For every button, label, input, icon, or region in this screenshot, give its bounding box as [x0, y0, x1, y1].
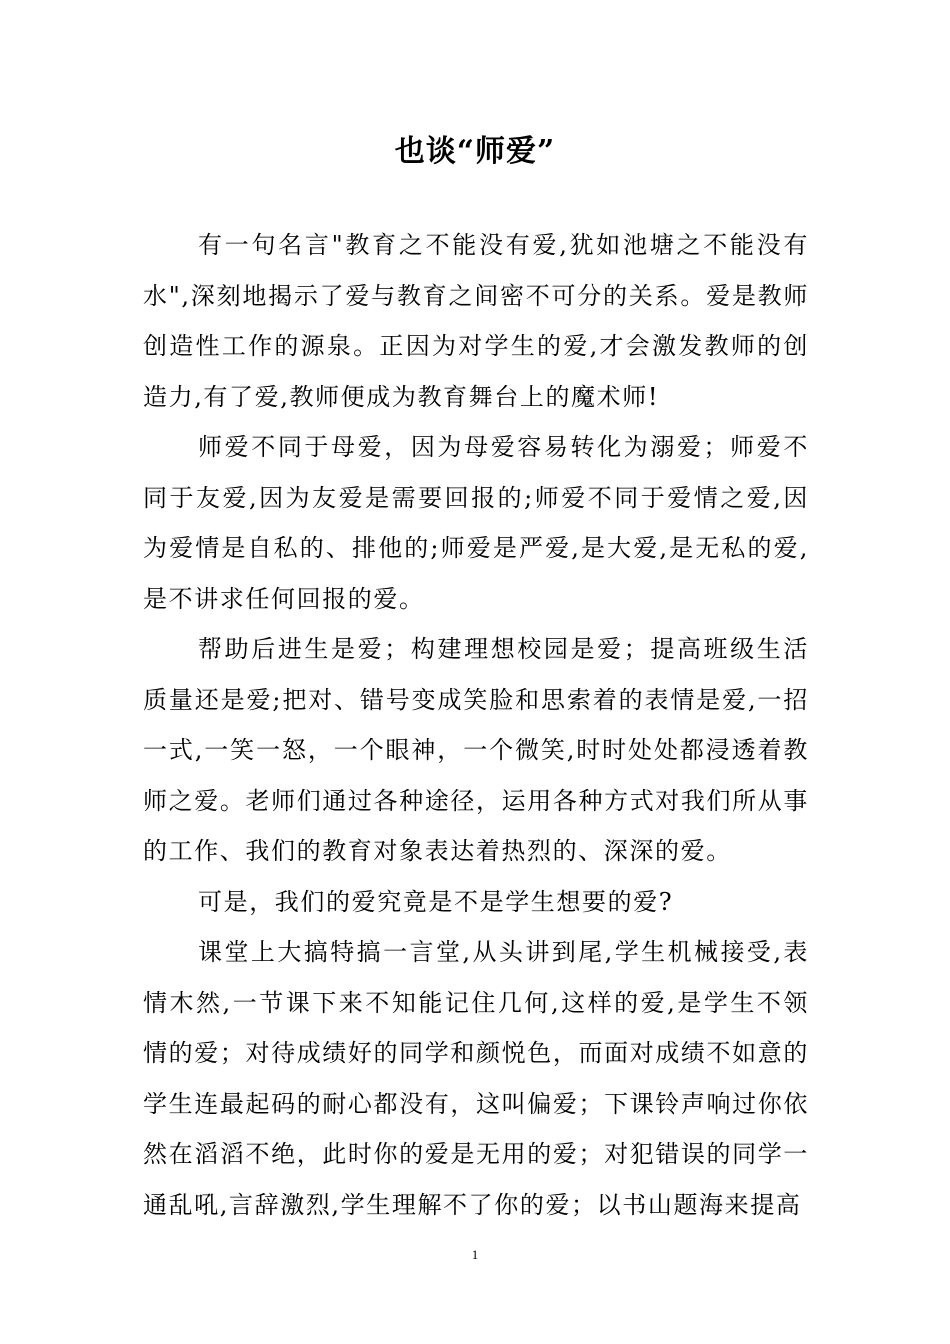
paragraph-1: 有一句名言"教育之不能没有爱,犹如池塘之不能没有水",深刻地揭示了爱与教育之间密不可分的关系。爱是教师创造性工作的源泉。正因为对学生的爱,才会激发教师的创造力,有了爱,教师便成为教育舞台上的魔术师! [143, 231, 809, 411]
paragraph-3: 帮助后进生是爱；构建理想校园是爱；提高班级生活质量还是爱;把对、错号变成笑脸和思索着的表情是爱,一招一式,一笑一怒，一个眼神，一个微笑,时时处处都浸透着教师之爱。老师们通过各种途径，运用各种方式对我们所从事的工作、我们的教育对象表达着热烈的、深深的爱。 [143, 635, 809, 865]
paragraph-2: 师爱不同于母爱，因为母爱容易转化为溺爱；师爱不同于友爱,因为友爱是需要回报的;师爱不同于爱情之爱,因为爱情是自私的、排他的;师爱是严爱,是大爱,是无私的爱,是不讲求任何回报的爱。 [143, 433, 809, 613]
paragraph-5: 课堂上大搞特搞一言堂,从头讲到尾,学生机械接受,表情木然,一节课下来不知能记住几何,这样的爱,是学生不领情的爱；对待成绩好的同学和颜悦色，而面对成绩不如意的学生连最起码的耐心都没有，这叫偏爱；下课铃声响过你依然在滔滔不绝，此时你的爱是无用的爱；对犯错误的同学一通乱吼,言辞激烈,学生理解不了你的爱；以书山题海来提高 [143, 938, 809, 1219]
page-number: 1 [471, 1247, 479, 1262]
paragraph-4: 可是，我们的爱究竟是不是学生想要的爱? [198, 887, 674, 916]
document-title: 也谈“师爱” [394, 134, 556, 169]
document-body [143, 220, 809, 1230]
